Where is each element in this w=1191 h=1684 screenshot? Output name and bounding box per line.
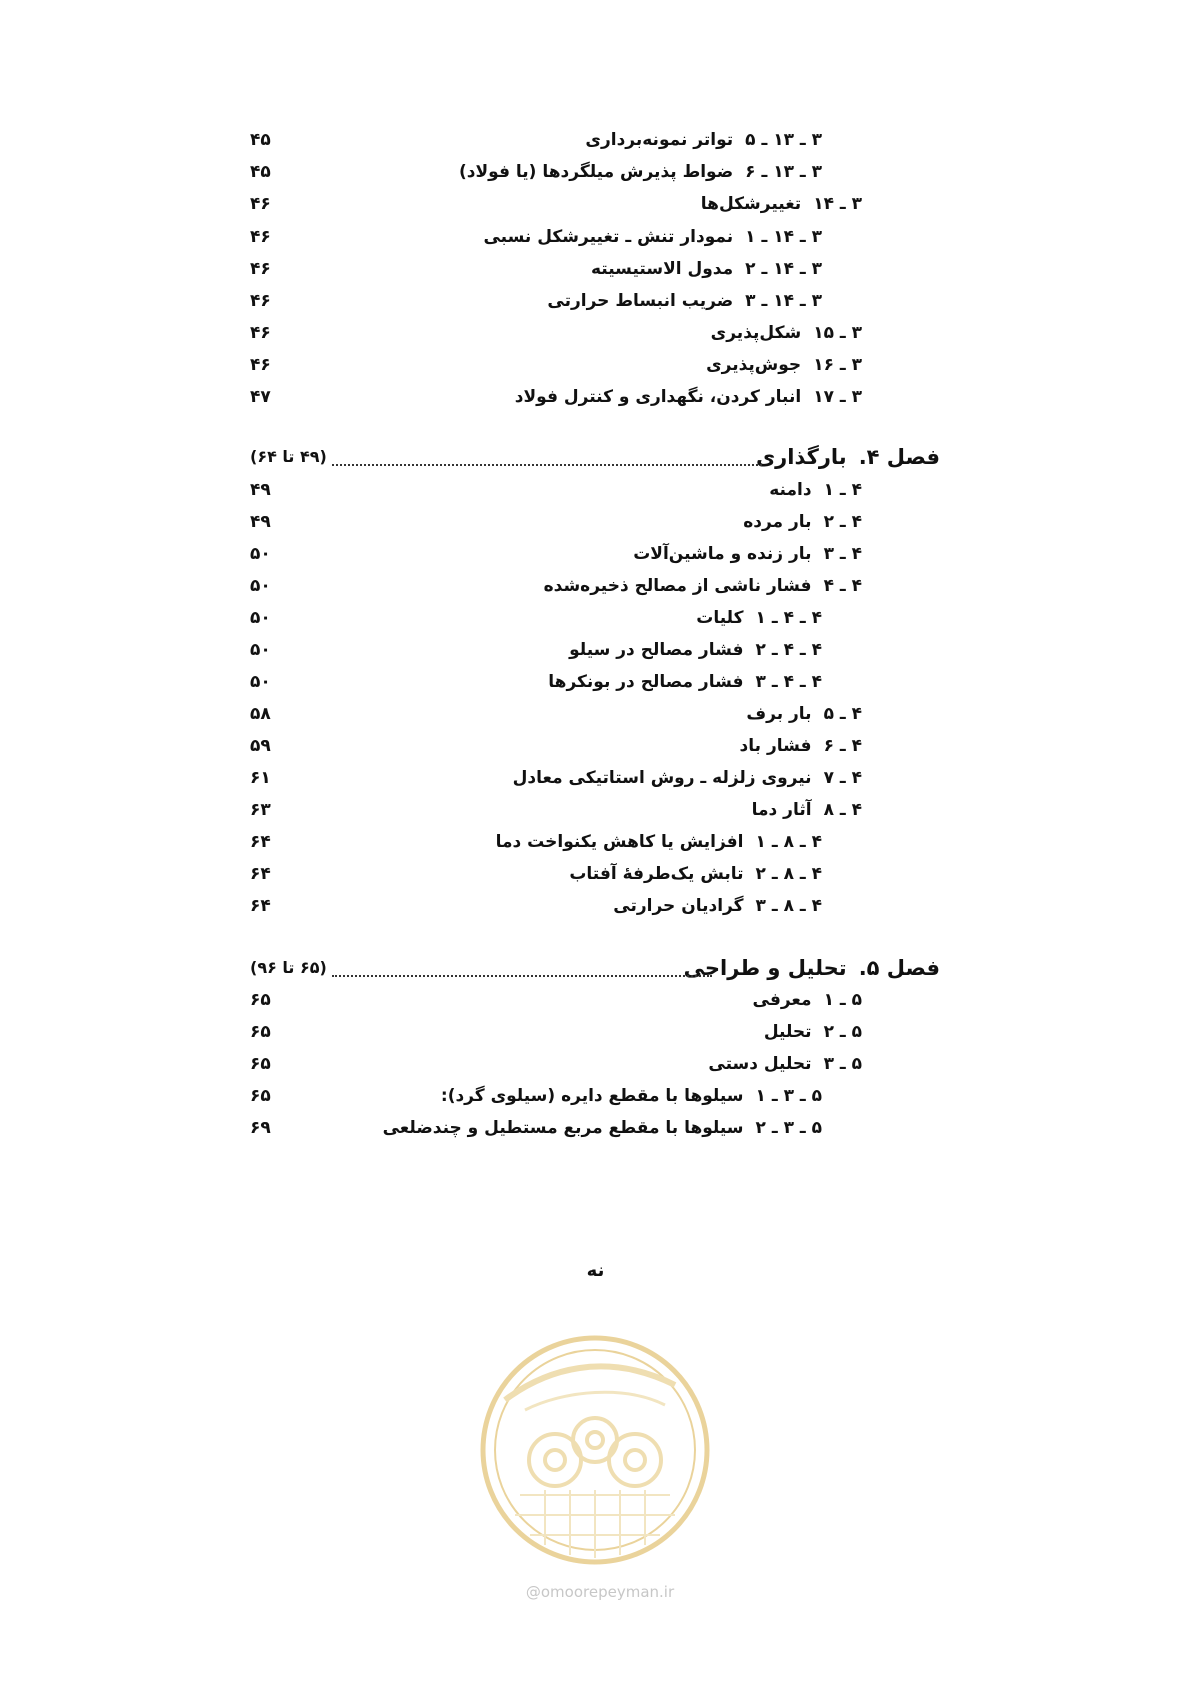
toc-entry-title: ۴ ـ ۸ ـ ۱افزایش یا کاهش یکنواخت دما bbox=[496, 827, 822, 857]
toc-entry-page: ۶۱ bbox=[250, 768, 271, 788]
toc-entry-title: ۴ ـ ۲بار مرده bbox=[743, 507, 862, 537]
toc-entry-page: ۴۶ bbox=[250, 194, 271, 214]
toc-entry-number: ۳ ـ ۱۴ ـ ۲ bbox=[745, 259, 822, 279]
toc-entry bbox=[250, 763, 940, 793]
toc-entry-title: ۴ ـ ۸ ـ ۲تابش یک‌طرفهٔ آفتاب bbox=[569, 859, 822, 889]
toc-entry-number: ۵ ـ ۳ ـ ۲ bbox=[755, 1118, 822, 1138]
toc-entry-number: ۵ ـ ۳ bbox=[823, 1054, 862, 1074]
toc-entry bbox=[250, 859, 940, 889]
toc-entry bbox=[250, 350, 940, 380]
toc-entry bbox=[250, 699, 940, 729]
toc-entry-number: ۴ ـ ۴ bbox=[823, 576, 862, 596]
leader-dots bbox=[332, 953, 712, 977]
toc-entry-number: ۴ ـ ۴ ـ ۲ bbox=[755, 640, 822, 660]
toc-entry bbox=[250, 157, 940, 187]
toc-entry-number: ۵ ـ ۳ ـ ۱ bbox=[755, 1086, 822, 1106]
toc-entry bbox=[250, 539, 940, 569]
toc-entry-title: ۴ ـ ۷نیروی زلزله ـ روش استاتیکی معادل bbox=[513, 763, 862, 793]
toc-entry bbox=[250, 827, 940, 857]
toc-entry-title: ۴ ـ ۱دامنه bbox=[769, 475, 862, 505]
toc-entry-number: ۵ ـ ۱ bbox=[823, 990, 862, 1010]
toc-entry bbox=[250, 731, 940, 761]
toc-entry bbox=[250, 985, 940, 1015]
toc-entry bbox=[250, 475, 940, 505]
chapter-heading bbox=[250, 953, 940, 983]
toc-entry-number: ۴ ـ ۵ bbox=[823, 704, 862, 724]
toc-entry-title: ۳ ـ ۱۷انبار کردن، نگهداری و کنترل فولاد bbox=[515, 382, 862, 412]
toc-entry-number: ۳ ـ ۱۴ bbox=[813, 194, 862, 214]
toc-entry-page: ۶۵ bbox=[250, 1086, 271, 1106]
toc-entry-page: ۵۹ bbox=[250, 736, 271, 756]
toc-entry-title: ۳ ـ ۱۴ ـ ۱نمودار تنش ـ تغییرشکل نسبی bbox=[483, 222, 822, 252]
toc-entry-title: ۴ ـ ۶فشار باد bbox=[740, 731, 862, 761]
toc-entry bbox=[250, 254, 940, 284]
toc-entry-title: ۴ ـ ۸ ـ ۳گرادیان حرارتی bbox=[613, 891, 822, 921]
toc-entry-page: ۴۶ bbox=[250, 291, 271, 311]
toc-entry-number: ۵ ـ ۲ bbox=[823, 1022, 862, 1042]
toc-entry bbox=[250, 1081, 940, 1111]
toc-entry bbox=[250, 795, 940, 825]
toc-entry-page: ۶۴ bbox=[250, 896, 271, 916]
toc-entry-title: ۴ ـ ۴فشار ناشی از مصالح ذخیره‌شده bbox=[544, 571, 862, 601]
chapter-number: فصل ۵. bbox=[858, 956, 940, 980]
toc-entry-number: ۴ ـ ۶ bbox=[823, 736, 862, 756]
toc-entry-number: ۴ ـ ۸ ـ ۳ bbox=[755, 896, 822, 916]
toc-entry bbox=[250, 222, 940, 252]
toc-entry-number: ۳ ـ ۱۴ ـ ۳ bbox=[745, 291, 822, 311]
leader-dots bbox=[332, 442, 762, 466]
toc-entry bbox=[250, 125, 940, 155]
toc-entry bbox=[250, 635, 940, 665]
toc-entry-page: ۶۵ bbox=[250, 1022, 271, 1042]
toc-entry-number: ۴ ـ ۸ ـ ۲ bbox=[755, 864, 822, 884]
toc-entry-page: ۵۸ bbox=[250, 704, 271, 724]
toc-entry-title: ۳ ـ ۱۴تغییرشکل‌ها bbox=[701, 189, 862, 219]
toc-entry-title: ۳ ـ ۱۳ ـ ۶ضواط پذیرش میلگردها (یا فولاد) bbox=[459, 157, 822, 187]
toc-entry-page: ۴۶ bbox=[250, 355, 271, 375]
toc-entry-page: ۴۹ bbox=[250, 512, 271, 532]
stamp-script-stroke bbox=[505, 1366, 675, 1400]
toc-entry bbox=[250, 318, 940, 348]
toc-entry-title: ۵ ـ ۳ ـ ۲سیلوها با مقطع مربع مستطیل و چندضلعی bbox=[383, 1113, 822, 1143]
toc-entry-page: ۵۰ bbox=[250, 544, 271, 564]
toc-entry-page: ۴۶ bbox=[250, 323, 271, 343]
toc-entry-page: ۶۴ bbox=[250, 864, 271, 884]
toc-entry-number: ۳ ـ ۱۷ bbox=[813, 387, 862, 407]
toc-entry bbox=[250, 189, 940, 219]
toc-entry-number: ۳ ـ ۱۳ ـ ۵ bbox=[745, 130, 822, 150]
toc-entry bbox=[250, 382, 940, 412]
toc-entry bbox=[250, 603, 940, 633]
stamp-gears bbox=[529, 1418, 661, 1486]
toc-entry bbox=[250, 571, 940, 601]
stamp-script-stroke bbox=[525, 1392, 665, 1410]
toc-entry-page: ۶۵ bbox=[250, 1054, 271, 1074]
toc-entry-title: ۴ ـ ۴ ـ ۱کلیات bbox=[696, 603, 822, 633]
toc-entry-page: ۴۹ bbox=[250, 480, 271, 500]
toc-entry-title: ۴ ـ ۵بار برف bbox=[746, 699, 862, 729]
toc-entry-title: ۳ ـ ۱۴ ـ ۳ضریب انبساط حرارتی bbox=[547, 286, 822, 316]
toc-entry bbox=[250, 1113, 940, 1143]
toc-entry bbox=[250, 891, 940, 921]
toc-entry-number: ۴ ـ ۴ ـ ۱ bbox=[755, 608, 822, 628]
toc-entry-number: ۴ ـ ۸ bbox=[823, 800, 862, 820]
toc-entry-title: ۵ ـ ۳ ـ ۱سیلوها با مقطع دایره (سیلوی گرد): bbox=[441, 1081, 822, 1111]
toc-entry-page: ۴۶ bbox=[250, 227, 271, 247]
toc-entry bbox=[250, 1049, 940, 1079]
toc-entry-number: ۴ ـ ۱ bbox=[823, 480, 862, 500]
chapter-page-range: (۶۵ تا ۹۶) bbox=[250, 958, 327, 977]
toc-entry-title: ۵ ـ ۱معرفی bbox=[753, 985, 862, 1015]
toc-entry-page: ۴۵ bbox=[250, 162, 271, 182]
toc-entry-number: ۳ ـ ۱۳ ـ ۶ bbox=[745, 162, 822, 182]
toc-entry-title: ۴ ـ ۸آثار دما bbox=[752, 795, 862, 825]
page-number-footer: نه bbox=[586, 1260, 605, 1281]
toc-entry-title: ۵ ـ ۳تحلیل دستی bbox=[708, 1049, 862, 1079]
toc-entry-title: ۴ ـ ۴ ـ ۲فشار مصالح در سیلو bbox=[569, 635, 822, 665]
toc-entry-page: ۶۵ bbox=[250, 990, 271, 1010]
toc-entry-title: ۴ ـ ۳بار زنده و ماشین‌آلات bbox=[633, 539, 862, 569]
toc-entry-page: ۵۰ bbox=[250, 608, 271, 628]
toc-entry bbox=[250, 286, 940, 316]
chapter-title: فصل ۵.تحلیل و طراحی bbox=[684, 953, 940, 983]
toc-entry-number: ۴ ـ ۳ bbox=[823, 544, 862, 564]
toc-entry-number: ۳ ـ ۱۴ ـ ۱ bbox=[745, 227, 822, 247]
watermark-stamp-icon bbox=[475, 1330, 715, 1570]
toc-entry-page: ۶۹ bbox=[250, 1118, 271, 1138]
chapter-number: فصل ۴. bbox=[858, 445, 940, 469]
toc-entry-title: ۳ ـ ۱۴ ـ ۲مدول الاستیسیته bbox=[591, 254, 822, 284]
toc-entry-page: ۴۵ bbox=[250, 130, 271, 150]
toc-entry bbox=[250, 507, 940, 537]
toc-entry-title: ۵ ـ ۲تحلیل bbox=[764, 1017, 862, 1047]
toc-entry-number: ۳ ـ ۱۶ bbox=[813, 355, 862, 375]
chapter-title: فصل ۴.بارگذاری bbox=[756, 442, 940, 472]
toc-entry-number: ۳ ـ ۱۵ bbox=[813, 323, 862, 343]
toc-entry-title: ۳ ـ ۱۶جوش‌پذیری bbox=[706, 350, 862, 380]
toc-entry-title: ۳ ـ ۱۵شکل‌پذیری bbox=[711, 318, 862, 348]
toc-entry-number: ۴ ـ ۲ bbox=[823, 512, 862, 532]
toc-entry-page: ۶۳ bbox=[250, 800, 271, 820]
toc-entry-page: ۵۰ bbox=[250, 672, 271, 692]
toc-entry-page: ۵۰ bbox=[250, 576, 271, 596]
toc-entry-page: ۴۶ bbox=[250, 259, 271, 279]
toc-entry-page: ۶۴ bbox=[250, 832, 271, 852]
toc-entry-page: ۵۰ bbox=[250, 640, 271, 660]
toc-entry-number: ۴ ـ ۷ bbox=[823, 768, 862, 788]
toc-entry bbox=[250, 667, 940, 697]
toc-entry-number: ۴ ـ ۴ ـ ۳ bbox=[755, 672, 822, 692]
toc-entry-title: ۴ ـ ۴ ـ ۳فشار مصالح در بونکرها bbox=[548, 667, 822, 697]
toc-entry-number: ۴ ـ ۸ ـ ۱ bbox=[755, 832, 822, 852]
chapter-heading bbox=[250, 442, 940, 472]
chapter-page-range: (۴۹ تا ۶۴) bbox=[250, 447, 327, 466]
toc-entry-title: ۳ ـ ۱۳ ـ ۵تواتر نمونه‌برداری bbox=[585, 125, 822, 155]
toc-entry-page: ۴۷ bbox=[250, 387, 271, 407]
toc-entry bbox=[250, 1017, 940, 1047]
watermark-url: @omoorepeyman.ir bbox=[525, 1583, 675, 1601]
